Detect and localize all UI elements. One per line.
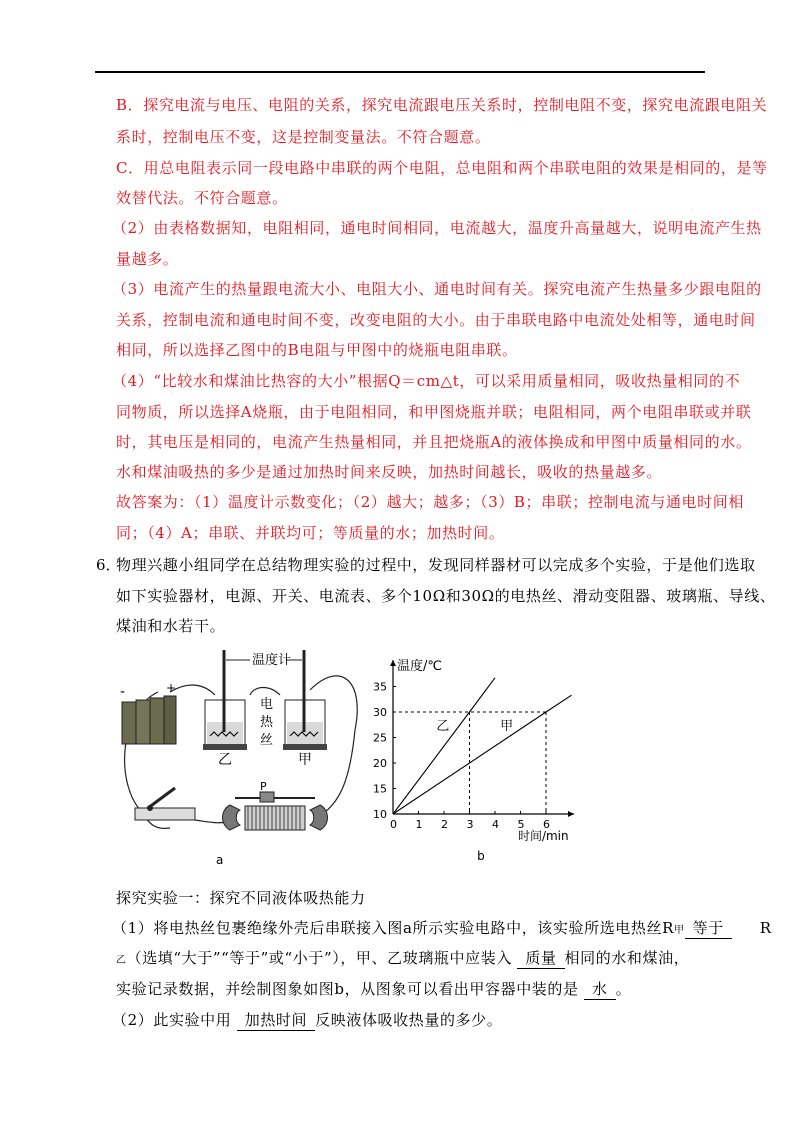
q1-text-1: （1）将电热丝包裹绝缘外壳后串联接入图a所示实验电路中，该实验所选电热丝R [112, 919, 674, 937]
header-rule [95, 71, 705, 73]
solution-line: 效替代法。不符合题意。 [116, 189, 288, 207]
solution-line: （3）电流产生的热量跟电流大小、电阻大小、通电时间有关。探究电流产生热量多少跟电阻的 [112, 280, 762, 298]
y-axis-arrow [390, 660, 396, 666]
bottle-yi-label: 乙 [218, 752, 232, 768]
series-line-jia [393, 695, 572, 814]
series-line-yi [393, 678, 495, 814]
solution-line: （2）由表格数据知，电阻相同，通电时间相同，电流越大，温度升高量越大，说明电流产生热 [112, 219, 762, 237]
figure-b-caption: b [477, 849, 485, 863]
solution-line: 关系，控制电流和通电时间不变，改变电阻的大小。由于串联电路中电流处处相等，通电时间 [116, 311, 756, 329]
experiment-title: 探究实验一：探究不同液体吸热能力 [116, 889, 366, 907]
heater-label-3: 丝 [260, 733, 274, 748]
solution-line: 同物质，所以选择A烧瓶，由于电阻相同，和甲图烧瓶并联；电阻相同，两个电阻串联或并联 [116, 403, 752, 421]
q1-text-3: （选填“大于”“等于”或“小于”），甲、乙玻璃瓶中应装入 [126, 949, 512, 967]
q1-answer-3: 水 [584, 979, 616, 1000]
battery [120, 681, 176, 744]
y-tick-label: 20 [373, 757, 387, 770]
y-tick-label: 10 [373, 808, 387, 821]
switch [135, 788, 195, 820]
solution-line: 水和煤油吸热的多少是通过加热时间来反映，加热时间越长，吸收的热量越多。 [116, 463, 663, 481]
series-label-jia: 甲 [500, 718, 514, 734]
q1-answer-2: 质量 [517, 948, 564, 969]
question-number: 6． [96, 556, 121, 574]
q1-line1 [112, 918, 772, 941]
solution-line: 相同，所以选择乙图中的B电阻与甲图中的烧瓶电阻串联。 [116, 341, 518, 359]
q1-line3 [116, 979, 631, 1000]
thermometer-label: 温度计 [252, 653, 292, 668]
solution-line: （4）“比较水和煤油比热容的大小”根据Q＝cm△t，可以采用质量相同，吸收热量相同的不 [112, 372, 741, 390]
solution-line: 时，其电压是相同的，电流产生热量相同，并且把烧瓶A的液体换成和甲图中质量相同的水。 [116, 433, 752, 451]
question-stem-line: 物理兴趣小组同学在总结物理实验的过程中，发现同样器材可以完成多个实验，于是他们选取 [116, 556, 756, 574]
x-tick-label: 5 [517, 818, 525, 831]
x-tick-label: 2 [441, 818, 448, 831]
y-tick-label: 25 [373, 731, 387, 745]
q1-line2 [116, 948, 689, 971]
x-axis-arrow [568, 811, 574, 817]
solution-line: 故答案为：（1）温度计示数变化；（2）越大；越多；（3）B；串联；控制电流与通电时间相 [116, 493, 744, 511]
x-tick-label: 0 [390, 818, 397, 831]
figure-a-circuit [110, 640, 370, 870]
figure-a-caption: a [216, 853, 224, 867]
slider-label: P [260, 780, 267, 793]
rheostat [223, 780, 328, 830]
figure-b-chart [365, 650, 580, 870]
heater-label-1: 电 [260, 697, 274, 712]
q2-text-2: 反映液体吸收热量的多少。 [315, 1011, 503, 1029]
battery-minus-label: - [120, 684, 126, 700]
x-tick-label: 1 [415, 818, 423, 831]
solution-line: B．探究电流与电压、电阻的关系，探究电流跟电压关系时，控制电阻不变，探究电流跟电阻关 [116, 96, 768, 114]
heater-label-2: 热 [260, 715, 274, 730]
y-tick-label: 15 [373, 782, 387, 796]
q1-sub-yi: 乙 [116, 955, 127, 966]
x-tick-label: 6 [543, 818, 550, 831]
solution-line: 量越多。 [116, 250, 179, 268]
y-tick-label: 30 [373, 706, 387, 719]
solution-line: C．用总电阻表示同一段电路中串联的两个电阻，总电阻和两个串联电阻的效果是相同的，是等 [116, 159, 768, 177]
q2-line [112, 1010, 502, 1031]
bottle-jia-label: 甲 [298, 752, 312, 768]
q1-sub-jia: 甲 [673, 925, 685, 936]
q2-answer: 加热时间 [237, 1010, 315, 1031]
question-stem-line: 煤油和水若干。 [116, 617, 226, 635]
q1-text-2: R [759, 919, 772, 937]
x-axis-label: 时间/min [517, 829, 569, 843]
solution-line: 系时，控制电压不变，这是控制变量法。不符合题意。 [116, 128, 491, 146]
solution-line: 同；（4）A；串联、并联均可；等质量的水；加热时间。 [116, 524, 505, 542]
question-stem-line: 如下实验器材，电源、开关、电流表、多个10Ω和30Ω的电热丝、滑动变阻器、玻璃瓶、导线、 [116, 587, 776, 605]
series-label-yi: 乙 [436, 718, 450, 734]
x-tick-label: 4 [492, 818, 499, 831]
y-tick-label: 35 [373, 680, 387, 694]
battery-plus-label: + [166, 681, 177, 695]
q1-text-4: 相同的水和煤油， [564, 949, 690, 967]
q1-text-5: 实验记录数据，并绘制图象如图b，从图象可以看出甲容器中装的是 [116, 980, 579, 998]
x-tick-label: 3 [466, 818, 474, 831]
q1-text-6: 。 [615, 980, 632, 998]
q2-text-1: （2）此实验中用 [112, 1011, 232, 1029]
q1-answer-1: 等于 [685, 918, 732, 939]
y-axis-label: 温度/℃ [397, 659, 442, 674]
